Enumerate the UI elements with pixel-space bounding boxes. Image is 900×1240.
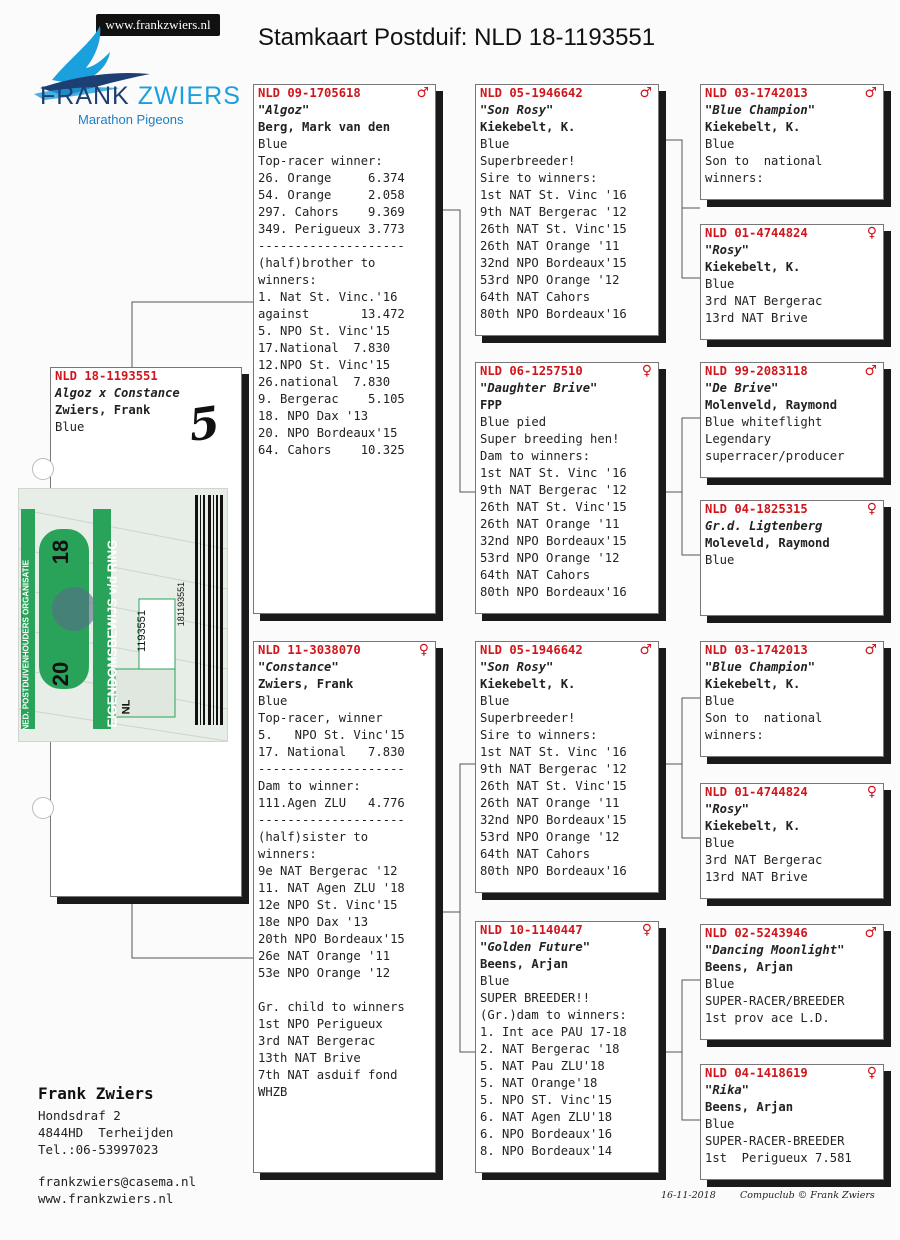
female-symbol-icon: ♀ [866, 501, 877, 517]
card-line: 3rd NAT Bergerac [705, 294, 823, 308]
card-line: 12.NPO St. Vinc'15 [258, 358, 391, 372]
ring-number: NLD 10-1140447 [480, 923, 583, 937]
pigeon-name: "Rosy" [705, 802, 750, 816]
owner-name: Kiekebelt, K. [705, 677, 801, 691]
card-line: SUPER-RACER/BREEDER [705, 994, 845, 1008]
card-line: 5. NPO ST. Vinc'15 [480, 1093, 613, 1107]
owner-name: Berg, Mark van den [258, 120, 391, 134]
card-line: 53rd NPO Orange '12 [480, 830, 620, 844]
pigeon-name: "Dancing Moonlight" [705, 943, 845, 957]
card-line: 1st NAT St. Vinc '16 [480, 745, 627, 759]
subject-color: Blue [55, 420, 85, 434]
card-line [254, 982, 435, 999]
owner-name: Kiekebelt, K. [705, 120, 801, 134]
card-line: Gr. child to winners [258, 1000, 405, 1014]
card-line: 1st Perigueux 7.581 [705, 1151, 852, 1165]
card-line: -------------------- [258, 239, 405, 253]
ring-number: NLD 99-2083118 [705, 364, 808, 378]
pigeon-name: "Blue Champion" [705, 660, 816, 674]
male-symbol-icon: ♂ [639, 642, 652, 658]
card-line: winners: [705, 728, 764, 742]
ring-number: NLD 06-1257510 [480, 364, 583, 378]
card-line: 13rd NAT Brive [705, 870, 808, 884]
card-line: 11. NAT Agen ZLU '18 [258, 881, 405, 895]
card-line: 64th NAT Cahors [480, 568, 591, 582]
card-line: 1st NAT St. Vinc '16 [480, 466, 627, 480]
ring-year-a: 20 [48, 661, 74, 687]
owner-name: Beens, Arjan [705, 960, 794, 974]
card-line: 26th NAT Orange '11 [480, 517, 620, 531]
ring-barcode-number: 181193551 [176, 581, 187, 627]
pigeon-name: "Rika" [705, 1083, 750, 1097]
owner-name: Beens, Arjan [705, 1100, 794, 1114]
pigeon-name: "Blue Champion" [705, 103, 816, 117]
pigeon-name: "Son Rosy" [480, 660, 554, 674]
card-line: 64th NAT Cahors [480, 290, 591, 304]
card-line: 64. Cahors 10.325 [258, 443, 405, 457]
card-line: 297. Cahors 9.369 [258, 205, 405, 219]
card-line: 26e NAT Orange '11 [258, 949, 391, 963]
owner-name: Molenveld, Raymond [705, 398, 838, 412]
card-line: 349. Perigueux 3.773 [258, 222, 405, 236]
card-line: 9. Bergerac 5.105 [258, 392, 405, 406]
ring-number: NLD 04-1418619 [705, 1066, 808, 1080]
card-line: Blue [705, 977, 735, 991]
owner-name: Moleveld, Raymond [705, 536, 830, 550]
card-line: 13rd NAT Brive [705, 311, 808, 325]
card-line: (Gr.)dam to winners: [480, 1008, 627, 1022]
card-line: Top-racer, winner [258, 711, 383, 725]
card-line: Blue [705, 553, 735, 567]
pedigree-card-ssd [700, 224, 884, 340]
owner-name: Zwiers, Frank [258, 677, 354, 691]
card-line: 32nd NPO Bordeaux'15 [480, 813, 627, 827]
breeder-address-1: Hondsdraf 2 [38, 1108, 121, 1123]
card-line: 80th NPO Bordeaux'16 [480, 585, 627, 599]
card-line: Superbreeder! [480, 154, 576, 168]
card-line: 9th NAT Bergerac '12 [480, 762, 627, 776]
card-line: Sire to winners: [480, 728, 598, 742]
owner-name: Kiekebelt, K. [705, 819, 801, 833]
card-line: Son to national [705, 711, 823, 725]
ring-certificate [18, 488, 228, 742]
card-line: Blue [705, 836, 735, 850]
pigeon-name: "Algoz" [258, 103, 310, 117]
owner-name: Kiekebelt, K. [705, 260, 801, 274]
ring-number: 1193551 [136, 609, 149, 653]
card-line: Blue [480, 694, 510, 708]
subject-ring-number: NLD 18-1193551 [55, 369, 158, 383]
software-credit: Compuclub © Frank Zwiers [740, 1190, 875, 1201]
owner-name: FPP [480, 398, 503, 412]
card-line: Blue [258, 694, 288, 708]
binder-hole-top [32, 458, 54, 480]
pigeon-name: "De Brive" [705, 381, 779, 395]
ring-org: NED. POSTDUIVENHOUDERS ORGANISATIE [21, 559, 31, 731]
card-line: 9e NAT Bergerac '12 [258, 864, 398, 878]
card-line: 26th NAT Orange '11 [480, 239, 620, 253]
ring-number: NLD 11-3038070 [258, 643, 361, 657]
pedigree-card-sss [700, 84, 884, 200]
female-symbol-icon: ♀ [866, 1065, 877, 1081]
card-line: WHZB [258, 1085, 288, 1099]
page-title: Stamkaart Postduif: NLD 18-1193551 [258, 24, 656, 51]
breeder-name: Frank Zwiers [38, 1084, 154, 1103]
male-symbol-icon: ♂ [864, 925, 877, 941]
card-line: winners: [258, 273, 317, 287]
card-line: 18e NPO Dax '13 [258, 915, 369, 929]
card-line: 17. National 7.830 [258, 745, 405, 759]
pigeon-name: "Daughter Brive" [480, 381, 598, 395]
card-line: 26th NAT St. Vinc'15 [480, 779, 627, 793]
female-symbol-icon: ♀ [641, 922, 652, 938]
ring-number: NLD 03-1742013 [705, 86, 808, 100]
ring-number: NLD 05-1946642 [480, 86, 583, 100]
card-line: 32nd NPO Bordeaux'15 [480, 256, 627, 270]
card-line: 26.national 7.830 [258, 375, 391, 389]
card-line: Legendary [705, 432, 772, 446]
binder-hole-bottom [32, 797, 54, 819]
card-line: 9th NAT Bergerac '12 [480, 205, 627, 219]
card-line: Blue [258, 137, 288, 151]
card-line: winners: [705, 171, 764, 185]
card-line: Top-racer winner: [258, 154, 383, 168]
female-symbol-icon: ♀ [641, 363, 652, 379]
card-line: 2. NAT Bergerac '18 [480, 1042, 620, 1056]
card-line: Blue whiteflight [705, 415, 823, 429]
card-line: 26th NAT Orange '11 [480, 796, 620, 810]
pedigree-card-dam [253, 641, 436, 1173]
card-line: 6. NAT Agen ZLU'18 [480, 1110, 613, 1124]
url-badge[interactable]: www.frankzwiers.nl [96, 14, 220, 36]
card-line: Blue [480, 137, 510, 151]
card-line: against 13.472 [258, 307, 405, 321]
ring-number: NLD 05-1946642 [480, 643, 583, 657]
card-line: 3rd NAT Bergerac [258, 1034, 376, 1048]
breeder-website[interactable]: www.frankzwiers.nl [38, 1191, 174, 1206]
card-line: 7th NAT asduif fond [258, 1068, 398, 1082]
pedigree-card-dsd [700, 783, 884, 899]
card-line: Blue [705, 277, 735, 291]
card-line: Blue [705, 137, 735, 151]
card-line: 1st NAT St. Vinc '16 [480, 188, 627, 202]
ring-number: NLD 09-1705618 [258, 86, 361, 100]
card-line: Superbreeder! [480, 711, 576, 725]
card-line: Blue [705, 1117, 735, 1131]
card-line: Dam to winners: [480, 449, 591, 463]
owner-name: Kiekebelt, K. [480, 677, 576, 691]
logo-wordmark: FRANK ZWIERS [40, 82, 241, 110]
card-line: 3rd NAT Bergerac [705, 853, 823, 867]
card-line: 1st NPO Perigueux [258, 1017, 383, 1031]
breeder-address-2: 4844HD Terheijden [38, 1125, 174, 1140]
logo-subtitle: Marathon Pigeons [78, 112, 184, 127]
card-line: 32nd NPO Bordeaux'15 [480, 534, 627, 548]
card-line: 20th NPO Bordeaux'15 [258, 932, 405, 946]
pedigree-card-dds [700, 924, 884, 1040]
card-line: 1st prov ace L.D. [705, 1011, 830, 1025]
card-line: -------------------- [258, 762, 405, 776]
pigeon-name: "Constance" [258, 660, 339, 674]
male-symbol-icon: ♂ [864, 642, 877, 658]
card-line: Son to national [705, 154, 823, 168]
card-line: 64th NAT Cahors [480, 847, 591, 861]
female-symbol-icon: ♀ [866, 225, 877, 241]
pedigree-card-ddd [700, 1064, 884, 1180]
male-symbol-icon: ♂ [864, 85, 877, 101]
ring-number: NLD 02-5243946 [705, 926, 808, 940]
card-line: 8. NPO Bordeaux'14 [480, 1144, 613, 1158]
card-line: Blue [480, 974, 510, 988]
owner-name: Kiekebelt, K. [480, 120, 576, 134]
owner-name: Beens, Arjan [480, 957, 569, 971]
male-symbol-icon: ♂ [864, 363, 877, 379]
pedigree-card-sdd [700, 500, 884, 616]
pedigree-card-sire [253, 84, 436, 614]
card-line: 111.Agen ZLU 4.776 [258, 796, 405, 810]
ring-number: NLD 01-4744824 [705, 785, 808, 799]
card-line: 9th NAT Bergerac '12 [480, 483, 627, 497]
card-line: Blue pied [480, 415, 547, 429]
card-line: 53rd NPO Orange '12 [480, 273, 620, 287]
pigeon-name: "Golden Future" [480, 940, 591, 954]
breeder-phone: Tel.:06-53997023 [38, 1142, 159, 1157]
card-line: winners: [258, 847, 317, 861]
card-line: 53e NPO Orange '12 [258, 966, 391, 980]
ring-number: NLD 04-1825315 [705, 502, 808, 516]
card-line: 5. NAT Pau ZLU'18 [480, 1059, 605, 1073]
print-date: 16-11-2018 [661, 1190, 716, 1201]
card-line: SUPER-RACER-BREEDER [705, 1134, 845, 1148]
card-line: 1. Int ace PAU 17-18 [480, 1025, 627, 1039]
pedigree-card-sire-sire [475, 84, 659, 336]
subject-owner: Zwiers, Frank [55, 403, 151, 417]
pigeon-name: Gr.d. Ligtenberg [705, 519, 823, 533]
card-line: 26th NAT St. Vinc'15 [480, 500, 627, 514]
ring-number: NLD 03-1742013 [705, 643, 808, 657]
pigeon-name: "Rosy" [705, 243, 750, 257]
pigeon-name: "Son Rosy" [480, 103, 554, 117]
card-line: 17.National 7.830 [258, 341, 391, 355]
card-line: 6. NPO Bordeaux'16 [480, 1127, 613, 1141]
pedigree-card-sire-dam [475, 362, 659, 614]
card-line: 20. NPO Bordeaux'15 [258, 426, 398, 440]
card-line: 26th NAT St. Vinc'15 [480, 222, 627, 236]
card-line: Sire to winners: [480, 171, 598, 185]
card-line: 54. Orange 2.058 [258, 188, 405, 202]
pedigree-card-dam-dam [475, 921, 659, 1173]
card-line: 12e NPO St. Vinc'15 [258, 898, 398, 912]
pedigree-card-dss [700, 641, 884, 757]
female-symbol-icon: ♀ [418, 642, 429, 658]
card-line: 5. NAT Orange'18 [480, 1076, 598, 1090]
card-line: (half)brother to [258, 256, 376, 270]
handwritten-mark: 5 [185, 397, 224, 452]
card-line: Dam to winner: [258, 779, 361, 793]
ring-country: NL [120, 699, 133, 715]
pedigree-card-sds [700, 362, 884, 478]
ring-number: NLD 01-4744824 [705, 226, 808, 240]
male-symbol-icon: ♂ [416, 85, 429, 101]
card-line: 18. NPO Dax '13 [258, 409, 369, 423]
breeder-email[interactable]: frankzwiers@casema.nl [38, 1174, 197, 1189]
card-line: 13th NAT Brive [258, 1051, 361, 1065]
card-line: 53rd NPO Orange '12 [480, 551, 620, 565]
card-line: 1. Nat St. Vinc.'16 [258, 290, 398, 304]
pedigree-card-dam-sire [475, 641, 659, 893]
card-line: -------------------- [258, 813, 405, 827]
male-symbol-icon: ♂ [639, 85, 652, 101]
card-line: Super breeding hen! [480, 432, 620, 446]
card-line: Blue [705, 694, 735, 708]
card-line: 80th NPO Bordeaux'16 [480, 307, 627, 321]
card-line: 5. NPO St. Vinc'15 [258, 728, 405, 742]
card-line: superracer/producer [705, 449, 845, 463]
female-symbol-icon: ♀ [866, 784, 877, 800]
subject-parents: Algoz x Constance [55, 386, 180, 400]
card-line: SUPER BREEDER!! [480, 991, 591, 1005]
card-line: 26. Orange 6.374 [258, 171, 405, 185]
card-line: 80th NPO Bordeaux'16 [480, 864, 627, 878]
card-line: 5. NPO St. Vinc'15 [258, 324, 391, 338]
ring-year-b: 18 [48, 539, 74, 565]
ring-title: EIGENDOMSBEWIJS v/d RING [104, 539, 120, 728]
card-line: (half)sister to [258, 830, 369, 844]
